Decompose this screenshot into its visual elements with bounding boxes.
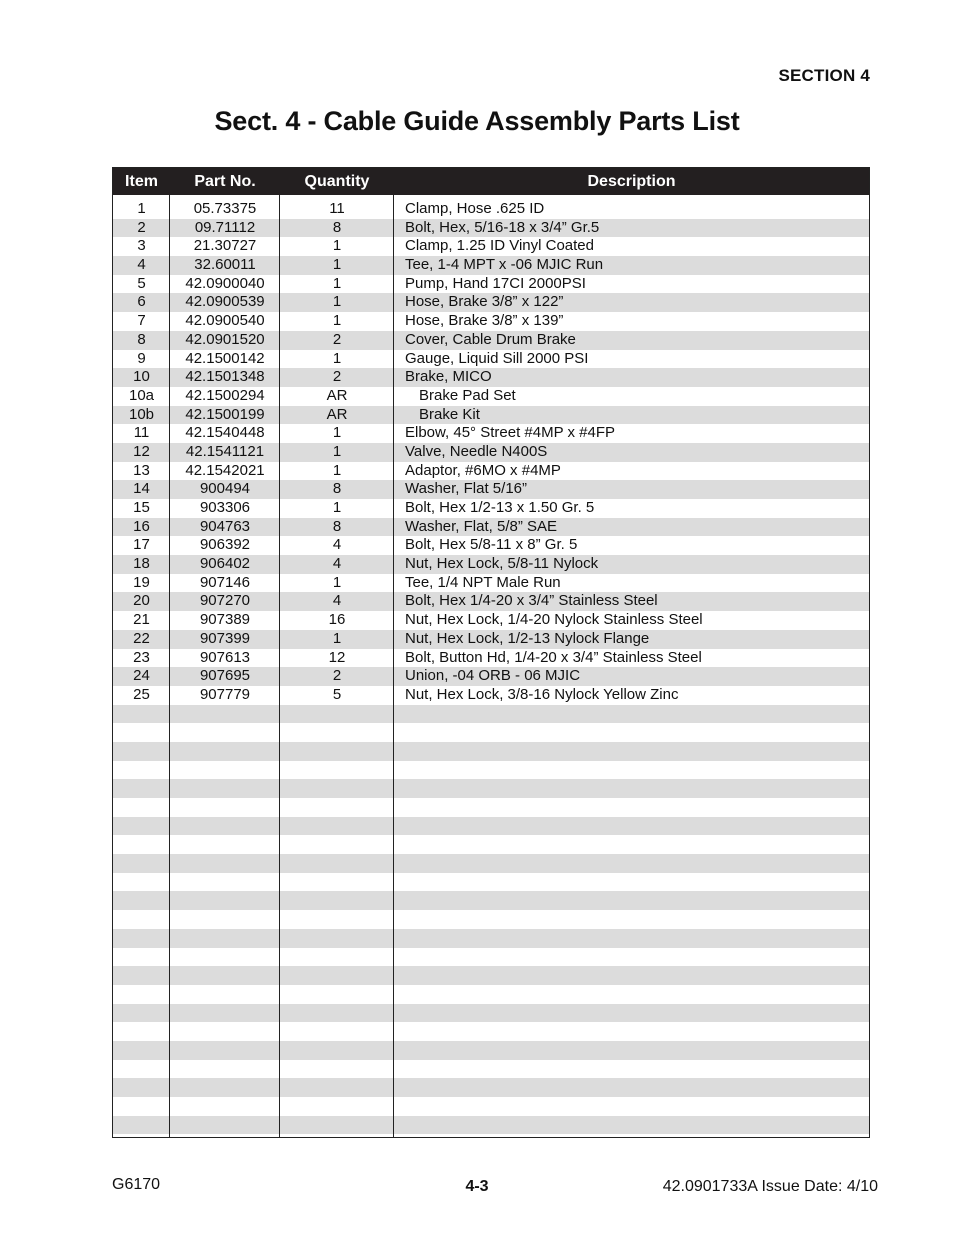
parts-table [112,167,870,1138]
table-row [113,667,869,686]
quantity-cell [280,742,394,761]
quantity-cell: 11 [329,200,345,217]
part-no-cell [170,854,280,873]
part-no-cell [170,1060,280,1079]
item-cell [113,723,170,742]
quantity-cell: 2 [332,368,342,386]
item-cell [113,835,170,854]
item-cell [113,1078,170,1097]
part-no-cell [170,929,280,948]
quantity-cell [280,985,394,1004]
item-cell: 20 [133,592,150,610]
description-cell: Brake Pad Set [419,386,516,404]
description-cell [394,891,869,910]
item-cell [113,779,170,798]
quantity-cell: 4 [332,592,342,610]
item-cell: 16 [133,517,150,535]
table-row-empty [113,705,869,724]
table-row [113,387,869,406]
item-cell: 14 [133,480,150,498]
part-no-cell: 42.0900540 [185,312,265,330]
part-no-cell: 907389 [199,611,251,629]
table-row [113,275,869,294]
part-no-cell [170,817,280,836]
part-no-cell: 09.71112 [194,218,256,236]
table-row-empty [113,1078,869,1097]
item-cell: 24 [133,667,150,685]
part-no-cell [170,1078,280,1097]
item-cell: 10a [128,386,155,404]
description-cell: Bolt, Hex 5/8-11 x 8” Gr. 5 [405,536,578,554]
part-no-cell: 906402 [199,555,251,573]
quantity-cell [280,835,394,854]
part-no-cell: 32.60011 [194,256,256,274]
description-cell: Nut, Hex Lock, 5/8-11 Nylock [405,555,599,573]
quantity-cell: 1 [332,293,342,311]
table-row-empty [113,873,869,892]
part-no-cell: 42.1542021 [185,461,265,479]
part-no-cell [170,779,280,798]
description-cell [394,1078,869,1097]
table-row-empty [113,817,869,836]
quantity-cell: 1 [332,629,342,647]
quantity-cell: 2 [332,330,342,348]
description-cell [394,873,869,892]
description-cell: Washer, Flat, 5/8” SAE [405,517,557,535]
part-no-cell [170,723,280,742]
item-cell: 8 [137,330,146,348]
description-cell: Gauge, Liquid Sill 2000 PSI [405,349,589,367]
quantity-cell [280,705,394,724]
quantity-cell: AR [326,405,348,423]
part-no-cell [170,1022,280,1041]
description-cell: Elbow, 45° Street #4MP x #4FP [405,424,615,442]
table-row [113,219,869,238]
item-cell: 5 [137,274,146,292]
description-cell [394,1116,869,1135]
header-part-no: Part No. [194,172,256,190]
quantity-cell: 8 [332,517,342,535]
part-no-cell: 906392 [199,536,251,554]
table-row [113,630,869,649]
part-no-cell: 904763 [199,517,251,535]
table-row [113,518,869,537]
item-cell [113,910,170,929]
part-no-cell [170,835,280,854]
item-cell [113,705,170,724]
quantity-cell [280,966,394,985]
part-no-cell: 42.1501348 [185,368,265,386]
item-cell [113,761,170,780]
item-cell: 15 [133,499,150,516]
description-cell: Cover, Cable Drum Brake [405,330,576,348]
table-row-empty [113,1097,869,1116]
quantity-cell [280,1004,394,1023]
part-no-cell [170,742,280,761]
description-cell [394,948,869,967]
table-row-empty [113,798,869,817]
part-no-cell [170,910,280,929]
quantity-cell: 4 [332,536,342,554]
item-cell: 2 [137,218,146,236]
description-cell [394,723,869,742]
quantity-cell: 4 [332,555,342,573]
description-cell [394,1004,869,1023]
column-divider [393,195,394,1137]
quantity-cell: 8 [332,218,342,236]
quantity-cell [280,1060,394,1079]
part-no-cell: 42.1500199 [185,405,265,423]
description-cell [394,779,869,798]
table-row-empty [113,761,869,780]
table-row [113,406,869,425]
part-no-cell: 900494 [199,480,251,498]
description-cell: Bolt, Hex, 5/16-18 x 3/4” Gr.5 [405,218,600,236]
item-cell [113,985,170,1004]
description-cell [394,817,869,836]
quantity-cell: 1 [332,312,342,330]
description-cell [394,835,869,854]
part-no-cell [170,798,280,817]
part-no-cell [170,1097,280,1116]
header-item: Item [125,172,158,190]
item-cell [113,1041,170,1060]
part-no-cell: 05.73375 [193,200,257,217]
part-no-cell [170,948,280,967]
quantity-cell: 2 [332,667,342,685]
footer-doc-info: 42.0901733A Issue Date: 4/10 [662,1178,878,1195]
table-row [113,574,869,593]
item-cell: 6 [137,293,146,311]
item-cell [113,1022,170,1041]
quantity-cell: 1 [332,256,342,274]
table-row [113,443,869,462]
quantity-cell [280,891,394,910]
table-row-empty [113,966,869,985]
page-title: Sect. 4 - Cable Guide Assembly Parts List [214,106,740,136]
quantity-cell: 1 [332,461,342,479]
header-quantity: Quantity [304,172,370,190]
quantity-cell [280,817,394,836]
table-row [113,424,869,443]
description-cell: Adaptor, #6MO x #4MP [405,461,561,479]
description-cell [394,1041,869,1060]
item-cell [113,1004,170,1023]
part-no-cell [170,985,280,1004]
item-cell [113,798,170,817]
description-cell: Washer, Flat 5/16” [405,480,527,498]
part-no-cell [170,1004,280,1023]
quantity-cell [280,929,394,948]
table-row-empty [113,910,869,929]
quantity-cell [280,1041,394,1060]
table-row-empty [113,985,869,1004]
description-cell [394,854,869,873]
item-cell: 25 [133,685,150,703]
item-cell [113,966,170,985]
description-cell: Bolt, Hex 1/2-13 x 1.50 Gr. 5 [405,499,595,516]
description-cell: Pump, Hand 17CI 2000PSI [405,274,586,292]
part-no-cell [170,966,280,985]
table-row [113,350,869,369]
quantity-cell: 8 [332,480,342,498]
part-no-cell [170,1116,280,1135]
table-row [113,312,869,331]
part-no-cell: 42.1500294 [185,386,265,404]
table-row-empty [113,891,869,910]
quantity-cell [280,854,394,873]
item-cell: 11 [133,424,150,442]
description-cell: Union, -04 ORB - 06 MJIC [405,667,581,685]
quantity-cell [280,1078,394,1097]
part-no-cell: 907695 [199,667,251,685]
table-body [113,195,869,1134]
table-row [113,611,869,630]
quantity-cell: 1 [332,499,342,516]
description-cell [394,705,869,724]
part-no-cell: 907146 [199,573,251,591]
item-cell [113,929,170,948]
table-row [113,536,869,555]
quantity-cell: AR [326,386,348,404]
description-cell [394,966,869,985]
quantity-cell: 1 [332,424,342,442]
description-cell [394,1097,869,1116]
item-cell: 9 [137,349,146,367]
table-row [113,256,869,275]
item-cell: 3 [137,237,146,255]
item-cell: 10b [128,405,155,423]
item-cell [113,1060,170,1079]
table-row-empty [113,835,869,854]
quantity-cell [280,1097,394,1116]
item-cell [113,817,170,836]
table-row-empty [113,854,869,873]
item-cell [113,891,170,910]
header-description: Description [587,172,676,190]
description-cell: Nut, Hex Lock, 1/4-20 Nylock Stainless Steel [405,611,703,629]
table-rows [113,200,869,1134]
table-row [113,499,869,518]
table-row [113,237,869,256]
quantity-cell: 12 [328,648,346,666]
item-cell: 22 [133,629,150,647]
item-cell: 1 [137,200,146,217]
item-cell [113,1116,170,1135]
description-cell [394,929,869,948]
description-cell [394,798,869,817]
description-cell: Valve, Needle N400S [405,442,548,460]
item-cell [113,1097,170,1116]
table-row [113,200,869,219]
item-cell: 4 [137,256,146,274]
part-no-cell [170,891,280,910]
item-cell [113,948,170,967]
quantity-cell [280,873,394,892]
section-label: SECTION 4 [778,66,870,85]
description-cell: Hose, Brake 3/8” x 139” [405,312,564,330]
table-row-empty [113,1041,869,1060]
table-row [113,649,869,668]
quantity-cell: 1 [332,349,342,367]
quantity-cell [280,798,394,817]
part-no-cell [170,761,280,780]
part-no-cell: 907270 [199,592,251,610]
table-row-empty [113,1116,869,1135]
item-cell: 7 [137,312,146,330]
description-cell: Nut, Hex Lock, 1/2-13 Nylock Flange [405,629,650,647]
item-cell: 23 [133,648,150,666]
quantity-cell: 5 [332,685,342,703]
item-cell [113,854,170,873]
column-divider [169,195,170,1137]
part-no-cell [170,705,280,724]
item-cell: 13 [133,461,150,479]
part-no-cell: 907779 [199,685,251,703]
quantity-cell: 1 [332,237,342,255]
part-no-cell: 42.1540448 [185,424,265,442]
part-no-cell: 42.1541121 [185,442,265,460]
table-row-empty [113,723,869,742]
part-no-cell: 907399 [199,629,251,647]
table-row [113,331,869,350]
table-row-empty [113,929,869,948]
description-cell [394,1060,869,1079]
table-row [113,592,869,611]
table-row [113,555,869,574]
item-cell: 17 [133,536,150,554]
part-no-cell: 903306 [199,499,251,516]
part-no-cell [170,1041,280,1060]
description-cell [394,910,869,929]
item-cell: 21 [133,611,150,629]
quantity-cell: 1 [332,573,342,591]
item-cell [113,873,170,892]
description-cell: Bolt, Button Hd, 1/4-20 x 3/4” Stainless Steel [405,648,702,666]
description-cell: Nut, Hex Lock, 3/8-16 Nylock Yellow Zinc [405,685,679,703]
description-cell: Clamp, 1.25 ID Vinyl Coated [405,237,594,255]
part-no-cell: 42.0900040 [185,274,265,292]
table-row [113,293,869,312]
description-cell: Brake Kit [419,405,480,423]
quantity-cell: 1 [332,274,342,292]
quantity-cell: 16 [328,611,346,629]
item-cell: 18 [133,555,150,573]
item-cell: 10 [133,368,150,386]
item-cell [113,742,170,761]
description-cell: Hose, Brake 3/8” x 122” [405,293,564,311]
description-cell: Clamp, Hose .625 ID [405,200,545,217]
item-cell: 19 [133,573,150,591]
footer-page-number: 4-3 [465,1178,489,1195]
item-cell: 12 [133,442,150,460]
quantity-cell [280,779,394,798]
table-row-empty [113,742,869,761]
part-no-cell: 21.30727 [193,237,257,255]
quantity-cell: 1 [332,442,342,460]
table-row [113,480,869,499]
table-row [113,686,869,705]
part-no-cell: 42.0901520 [185,330,265,348]
part-no-cell: 907613 [199,648,251,666]
quantity-cell [280,1116,394,1135]
description-cell: Bolt, Hex 1/4-20 x 3/4” Stainless Steel [405,592,658,610]
quantity-cell [280,910,394,929]
table-row-empty [113,1004,869,1023]
quantity-cell [280,723,394,742]
description-cell [394,742,869,761]
part-no-cell [170,873,280,892]
footer-model: G6170 [112,1176,161,1193]
table-row-empty [113,1060,869,1079]
part-no-cell: 42.0900539 [185,293,265,311]
table-row-empty [113,948,869,967]
description-cell: Tee, 1/4 NPT Male Run [405,573,561,591]
quantity-cell [280,761,394,780]
table-row [113,462,869,481]
table-header [113,168,869,195]
part-no-cell: 42.1500142 [185,349,265,367]
table-row-empty [113,779,869,798]
description-cell [394,1022,869,1041]
table-row [113,368,869,387]
table-row-empty [113,1022,869,1041]
description-cell [394,985,869,1004]
quantity-cell [280,1022,394,1041]
description-cell: Brake, MICO [405,368,492,386]
description-cell: Tee, 1-4 MPT x -06 MJIC Run [405,256,604,274]
column-divider [279,195,280,1137]
quantity-cell [280,948,394,967]
description-cell [394,761,869,780]
